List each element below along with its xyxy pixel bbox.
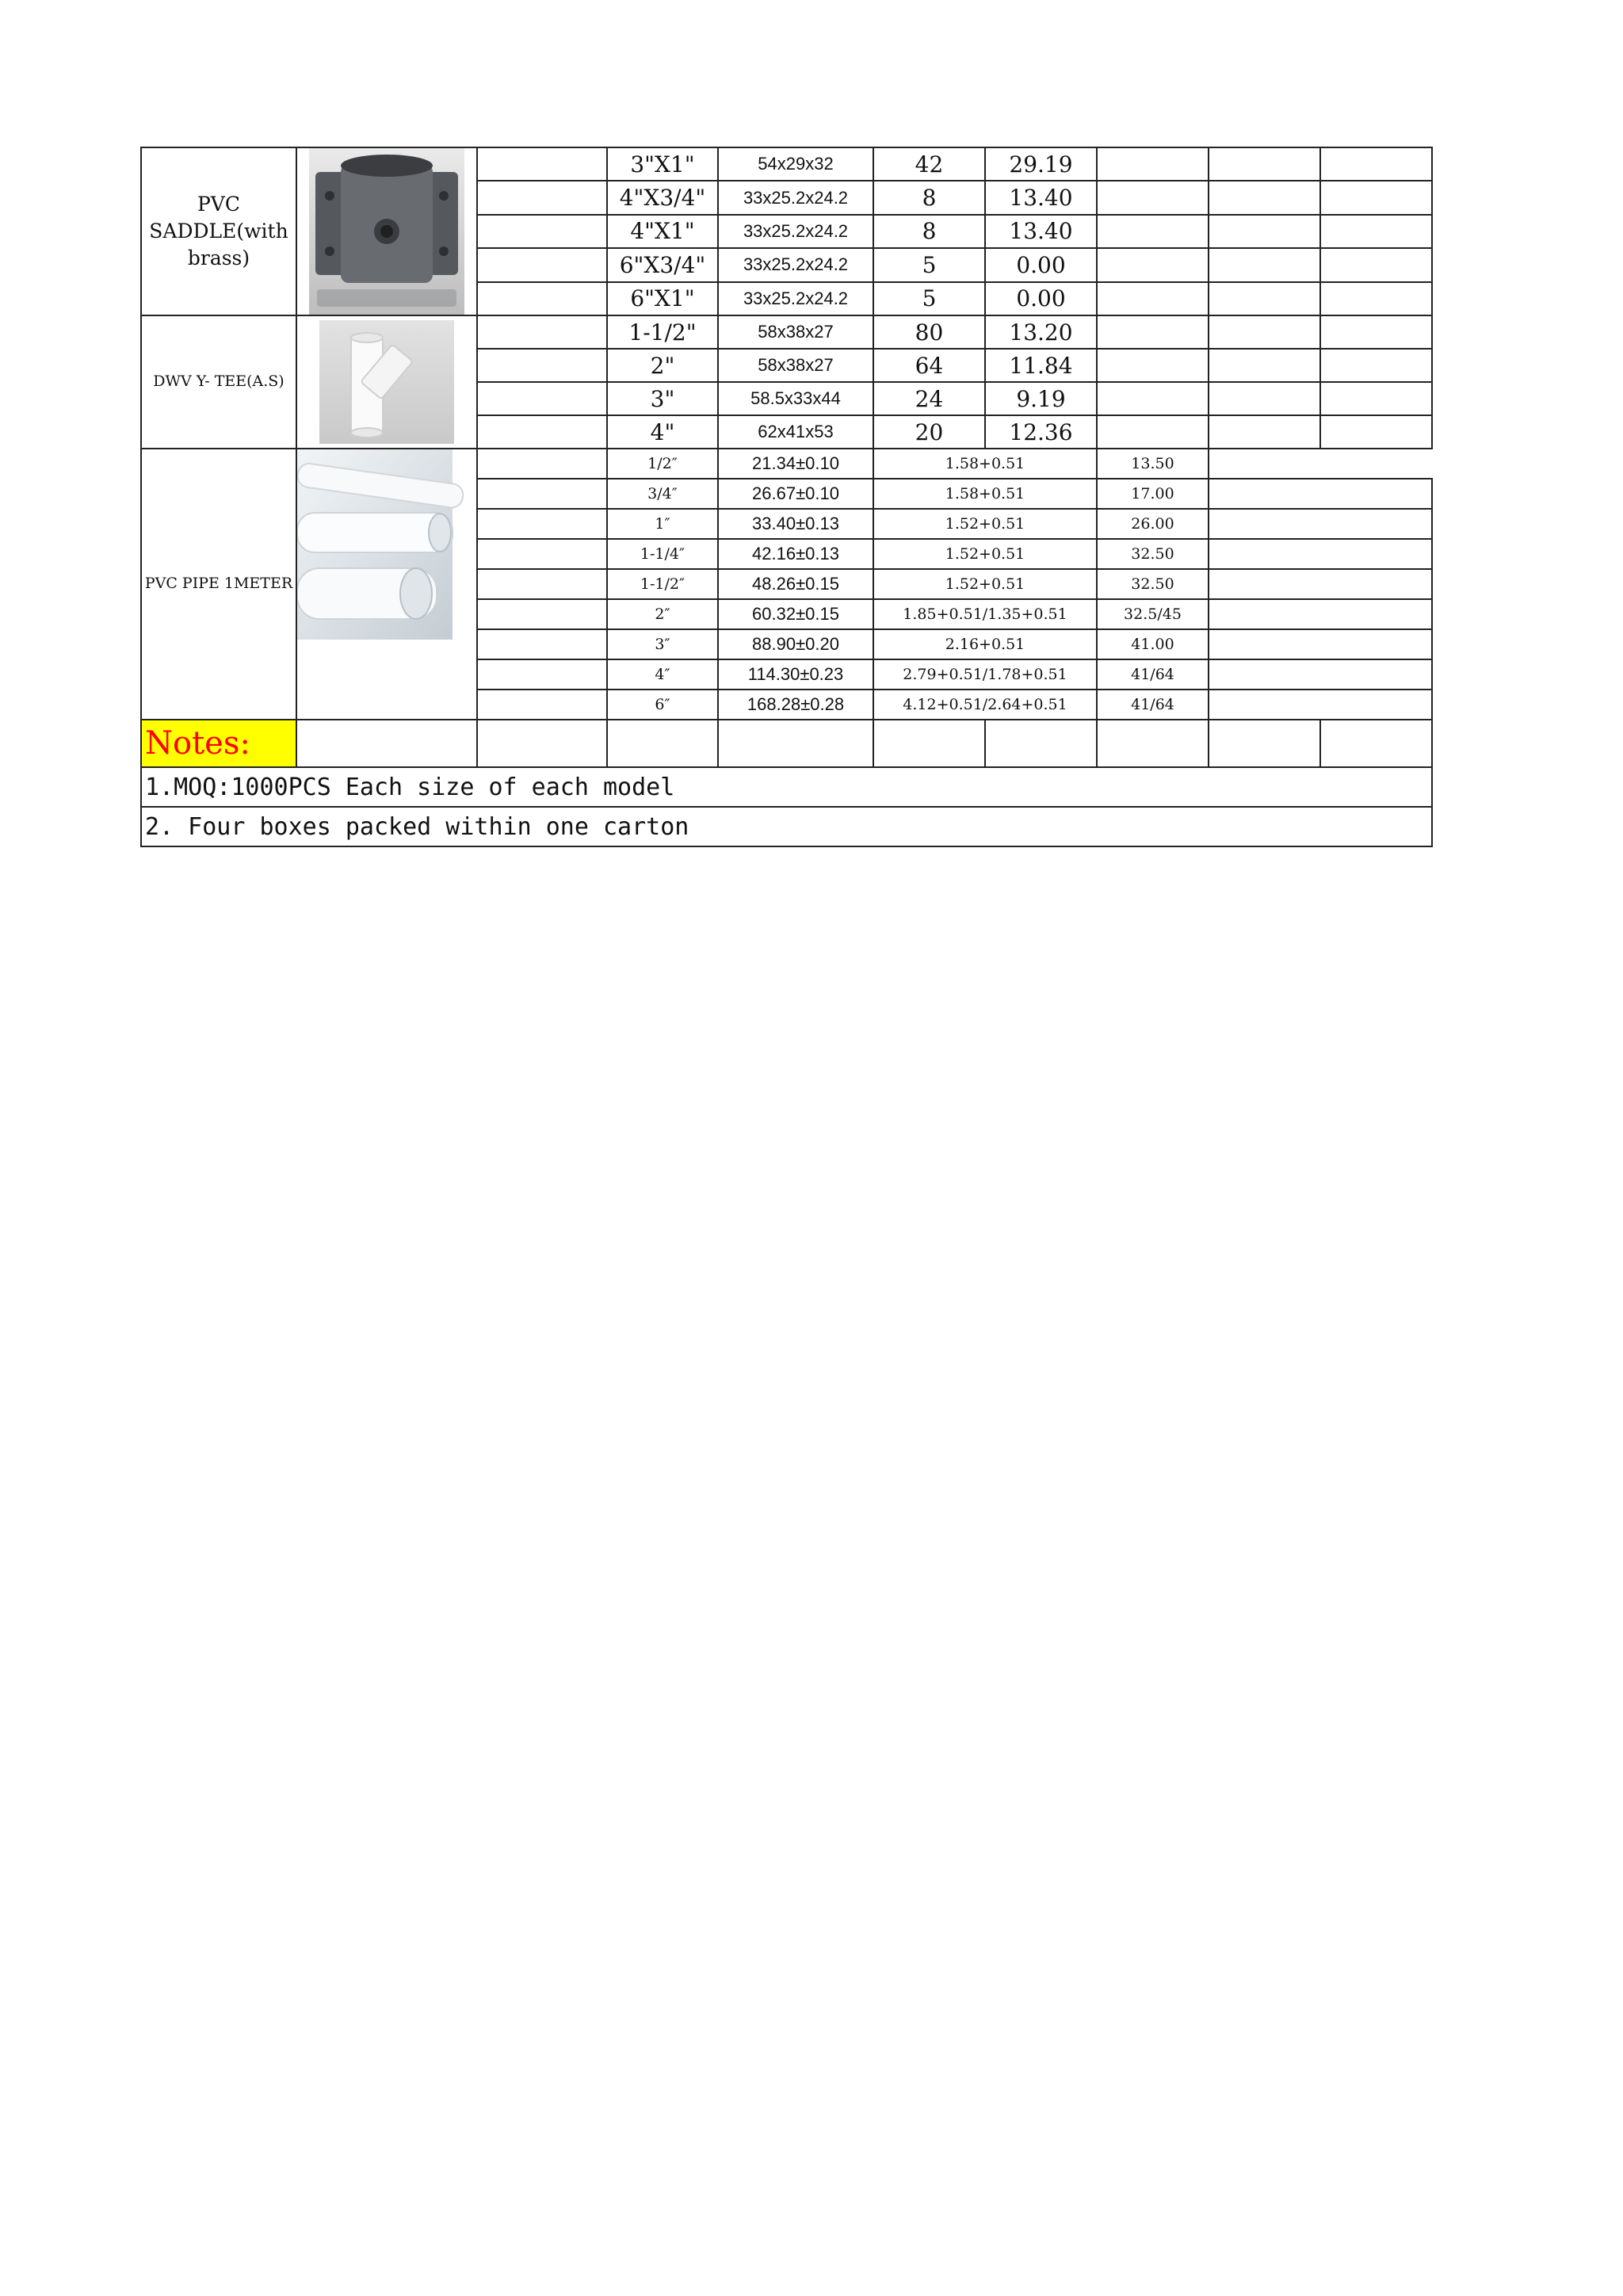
- weight-cell: 32.50: [1097, 569, 1209, 599]
- outer-diameter-cell: 60.32±0.15: [718, 599, 873, 629]
- product-name-ytee: DWV Y- TEE(A.S): [141, 315, 296, 449]
- wall-thickness-cell: 2.16+0.51: [873, 629, 1097, 659]
- size-cell: 6"X1": [607, 282, 718, 315]
- outer-diameter-cell: 48.26±0.15: [718, 569, 873, 599]
- wall-thickness-cell: 1.58+0.51: [873, 449, 1097, 479]
- dimension-cell: 33x25.2x24.2: [718, 248, 873, 281]
- weight-cell: 26.00: [1097, 509, 1209, 539]
- size-cell: 1-1/2": [607, 315, 718, 349]
- weight-cell: 41.00: [1097, 629, 1209, 659]
- size-cell: 6"X3/4": [607, 248, 718, 281]
- size-cell: 4"X3/4": [607, 181, 718, 214]
- weight-cell: 41/64: [1097, 659, 1209, 690]
- size-cell: 3/4″: [607, 479, 718, 509]
- dimension-cell: 58.5x33x44: [718, 382, 873, 415]
- weight-cell: 13.50: [1097, 449, 1209, 479]
- qty-cell: 42: [873, 147, 985, 181]
- dimension-cell: 62x41x53: [718, 415, 873, 449]
- size-cell: 3"X1": [607, 147, 718, 181]
- note-line-1: 1.MOQ:1000PCS Each size of each model: [141, 767, 1432, 807]
- wall-thickness-cell: 1.85+0.51/1.35+0.51: [873, 599, 1097, 629]
- size-cell: 6″: [607, 690, 718, 720]
- size-cell: 1-1/2″: [607, 569, 718, 599]
- note-line-2: 2. Four boxes packed within one carton: [141, 807, 1432, 846]
- outer-diameter-cell: 114.30±0.23: [718, 659, 873, 690]
- qty-cell: 20: [873, 415, 985, 449]
- dimension-cell: 33x25.2x24.2: [718, 282, 873, 315]
- price-cell: 13.20: [985, 315, 1097, 349]
- size-cell: 4": [607, 415, 718, 449]
- size-cell: 3″: [607, 629, 718, 659]
- price-cell: 0.00: [985, 282, 1097, 315]
- weight-cell: 17.00: [1097, 479, 1209, 509]
- weight-cell: 32.50: [1097, 539, 1209, 569]
- size-cell: 1-1/4″: [607, 539, 718, 569]
- product-name-pipe: PVC PIPE 1METER: [141, 449, 296, 720]
- pipe-image: [296, 449, 477, 720]
- outer-diameter-cell: 168.28±0.28: [718, 690, 873, 720]
- wall-thickness-cell: 1.52+0.51: [873, 539, 1097, 569]
- size-cell: 2": [607, 349, 718, 382]
- outer-diameter-cell: 42.16±0.13: [718, 539, 873, 569]
- wall-thickness-cell: 1.58+0.51: [873, 479, 1097, 509]
- size-cell: 2″: [607, 599, 718, 629]
- size-cell: 4"X1": [607, 215, 718, 248]
- dimension-cell: 33x25.2x24.2: [718, 215, 873, 248]
- outer-diameter-cell: 33.40±0.13: [718, 509, 873, 539]
- dimension-cell: 33x25.2x24.2: [718, 181, 873, 214]
- saddle-image: [296, 147, 477, 315]
- qty-cell: 5: [873, 248, 985, 281]
- wall-thickness-cell: 1.52+0.51: [873, 569, 1097, 599]
- price-cell: 13.40: [985, 215, 1097, 248]
- dimension-cell: 58x38x27: [718, 349, 873, 382]
- qty-cell: 8: [873, 181, 985, 214]
- outer-diameter-cell: 88.90±0.20: [718, 629, 873, 659]
- price-cell: 0.00: [985, 248, 1097, 281]
- qty-cell: 80: [873, 315, 985, 349]
- price-cell: 29.19: [985, 147, 1097, 181]
- price-cell: 11.84: [985, 349, 1097, 382]
- empty-cell: [477, 147, 607, 181]
- outer-diameter-cell: 26.67±0.10: [718, 479, 873, 509]
- qty-cell: 5: [873, 282, 985, 315]
- ytee-image: [296, 315, 477, 449]
- weight-cell: 32.5/45: [1097, 599, 1209, 629]
- price-cell: 9.19: [985, 382, 1097, 415]
- size-cell: 3": [607, 382, 718, 415]
- product-table: [140, 147, 1433, 847]
- outer-diameter-cell: 21.34±0.10: [718, 449, 873, 479]
- qty-cell: 24: [873, 382, 985, 415]
- size-cell: 1″: [607, 509, 718, 539]
- qty-cell: 64: [873, 349, 985, 382]
- wall-thickness-cell: 4.12+0.51/2.64+0.51: [873, 690, 1097, 720]
- qty-cell: 8: [873, 215, 985, 248]
- weight-cell: 41/64: [1097, 690, 1209, 720]
- notes-title: Notes:: [141, 720, 296, 767]
- size-cell: 1/2″: [607, 449, 718, 479]
- price-cell: 13.40: [985, 181, 1097, 214]
- wall-thickness-cell: 1.52+0.51: [873, 509, 1097, 539]
- product-name-saddle: PVC SADDLE(with brass): [141, 147, 296, 315]
- dimension-cell: 54x29x32: [718, 147, 873, 181]
- dimension-cell: 58x38x27: [718, 315, 873, 349]
- price-cell: 12.36: [985, 415, 1097, 449]
- wall-thickness-cell: 2.79+0.51/1.78+0.51: [873, 659, 1097, 690]
- size-cell: 4″: [607, 659, 718, 690]
